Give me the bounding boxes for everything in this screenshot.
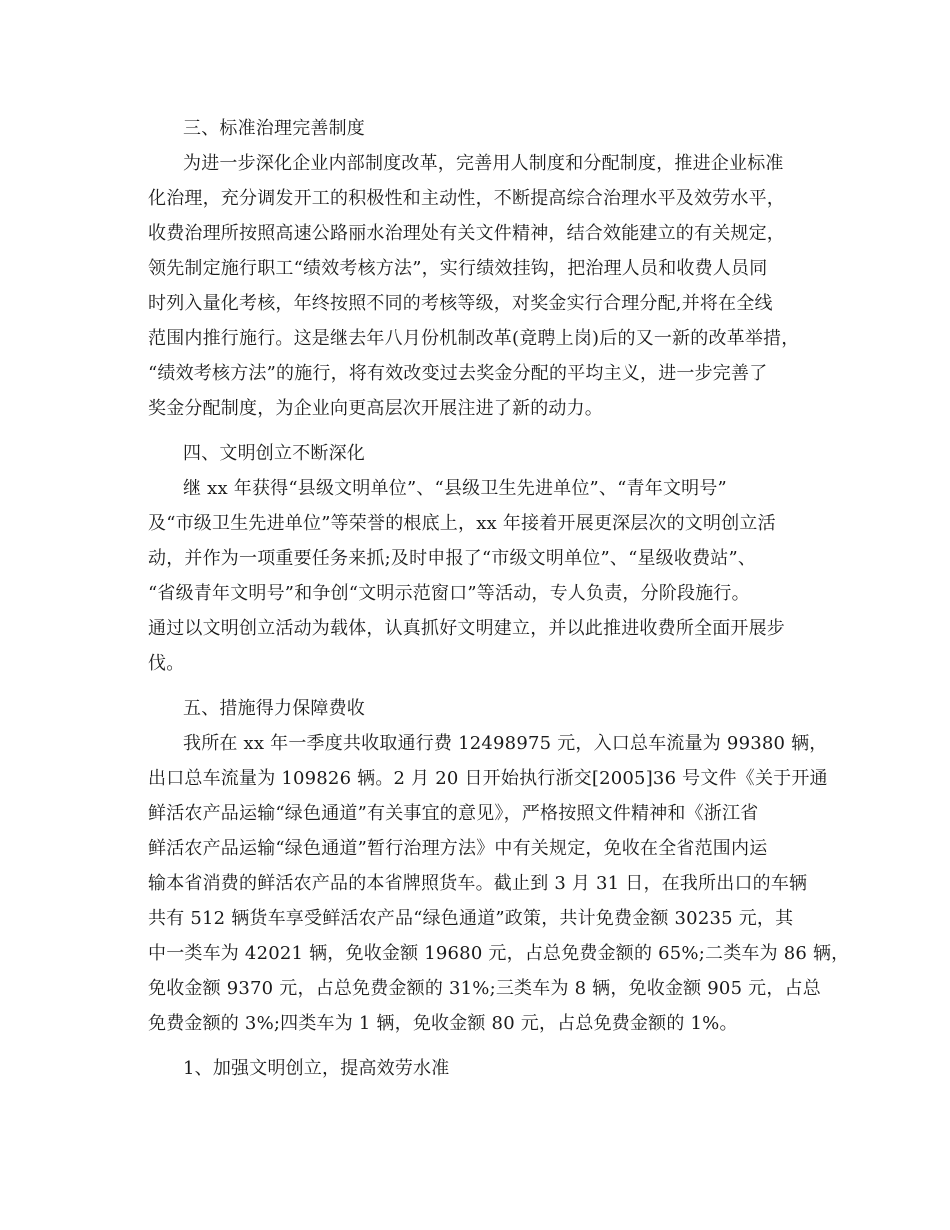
- paragraph-line: “绩效考核方法”的施行，将有效改变过去奖金分配的平均主义，进一步完善了: [148, 363, 768, 384]
- section-heading: 五、措施得力保障费收: [183, 698, 365, 719]
- paragraph-line: 时列入量化考核，年终按照不同的考核等级，对奖金实行合理分配,并将在全线: [148, 293, 773, 314]
- paragraph-line: 出口总车流量为 109826 辆。2 月 20 日开始执行浙交[2005]36 号文件《关于开通: [148, 768, 828, 789]
- paragraph-line: 继 xx 年获得“县级文明单位”、“县级卫生先进单位”、“青年文明号”: [183, 478, 727, 499]
- paragraph-line: 免费金额的 3%;四类车为 1 辆，免收金额 80 元，占总免费金额的 1%。: [148, 1013, 738, 1034]
- paragraph-line: 伐。: [148, 653, 185, 674]
- paragraph-line: 通过以文明创立活动为载体，认真抓好文明建立，并以此推进收费所全面开展步: [148, 618, 785, 639]
- paragraph-line: “省级青年文明号”和争创“文明示范窗口”等活动，专人负责，分阶段施行。: [148, 583, 750, 604]
- paragraph-line: 为进一步深化企业内部制度改革，完善用人制度和分配制度，推进企业标准: [183, 153, 784, 174]
- paragraph-line: 及“市级卫生先进单位”等荣誉的根底上，xx 年接着开展更深层次的文明创立活: [148, 513, 776, 534]
- paragraph-line: 鲜活农产品运输“绿色通道”有关事宜的意见》，严格按照文件精神和《浙江省: [148, 803, 759, 824]
- paragraph-line: 共有 512 辆货车享受鲜活农产品“绿色通道”政策，共计免费金额 30235 元，其: [148, 908, 794, 929]
- paragraph-line: 领先制定施行职工“绩效考核方法”，实行绩效挂钩，把治理人员和收费人员同: [148, 258, 768, 279]
- paragraph-line: 范围内推行施行。这是继去年八月份机制改革(竟聘上岗)后的又一新的改革举措，: [148, 328, 800, 349]
- paragraph-line: 免收金额 9370 元，占总免费金额的 31%;三类车为 8 辆，免收金额 905 元，占总: [148, 978, 821, 999]
- paragraph-line: 收费治理所按照高速公路丽水治理处有关文件精神，结合效能建立的有关规定，: [148, 223, 785, 244]
- paragraph-line: 鲜活农产品运输“绿色通道”暂行治理方法》中有关规定，免收在全省范围内运: [148, 838, 768, 859]
- subsection-heading: 1、加强文明创立，提高效劳水准: [183, 1058, 450, 1079]
- paragraph-line: 化治理，充分调发开工的积极性和主动性，不断提高综合治理水平及效劳水平，: [148, 188, 785, 209]
- paragraph-line: 动，并作为一项重要任务来抓;及时申报了“市级文明单位”、“星级收费站”、: [148, 548, 757, 569]
- paragraph-line: 输本省消费的鲜活农产品的本省牌照货车。截止到 3 月 31 日，在我所出口的车辆: [148, 873, 808, 894]
- paragraph-line: 奖金分配制度，为企业向更高层次开展注进了新的动力。: [148, 398, 603, 419]
- section-heading: 三、标准治理完善制度: [183, 118, 365, 139]
- section-heading: 四、文明创立不断深化: [183, 443, 365, 464]
- paragraph-line: 我所在 xx 年一季度共收取通行费 12498975 元，入口总车流量为 99380 辆，: [183, 733, 828, 754]
- paragraph-line: 中一类车为 42021 辆，免收金额 19680 元，占总免费金额的 65%;二类车为 86 辆，: [148, 943, 850, 964]
